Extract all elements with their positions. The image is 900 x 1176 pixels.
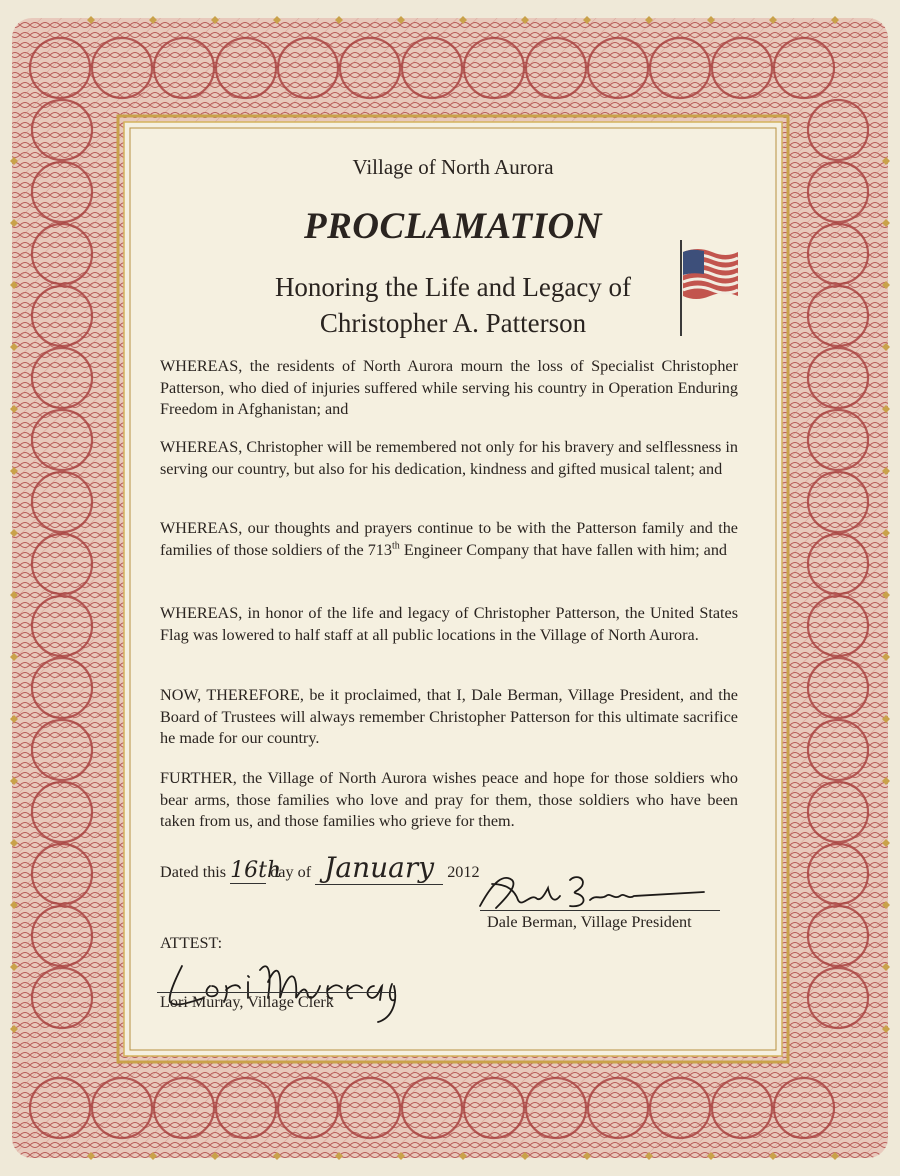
clerk-signature: [152, 952, 402, 1024]
dated-line: [160, 851, 480, 885]
president-signature: [474, 870, 714, 914]
document-title: PROCLAMATION: [304, 206, 602, 247]
subtitle-line-2: Christopher A. Patterson: [319, 308, 587, 338]
paragraph-text: WHEREAS, our thoughts and prayers continue to be with the Patterson family and the families of those soldiers of the 713: [160, 519, 738, 559]
ordinal-suffix: th: [391, 540, 400, 552]
whereas-paragraph-4: WHEREAS, in honor of the life and legacy of Christopher Patterson, the United States Flag was lowered to half staff at all public locations in the Village of North Aurora.: [160, 604, 738, 644]
dated-year: 2012: [447, 863, 480, 881]
whereas-paragraph-2: WHEREAS, Christopher will be remembered not only for his bravery and selflessness in serving our country, but also for his dedication, kindness and gifted musical talent; and: [160, 438, 738, 478]
proclamation-paragraph: NOW, THEREFORE, be it proclaimed, that I, Dale Berman, Village President, and the Board of Trustees will always remember Christopher Patterson for this ultimate sacrifice he made for our country.: [160, 686, 738, 747]
clerk-title: Lori Murray, Village Clerk: [160, 993, 334, 1011]
president-title: Dale Berman, Village President: [487, 913, 692, 931]
dated-middle: day of: [270, 863, 312, 881]
whereas-paragraph-1: WHEREAS, the residents of North Aurora mourn the loss of Specialist Christopher Patterson, who died of injuries suffered while serving his country in Operation Enduring Freedom in Afghanistan; and: [160, 357, 738, 418]
attest-label: ATTEST:: [160, 934, 223, 952]
village-name: Village of North Aurora: [352, 155, 554, 179]
paragraph-text: Engineer Company that have fallen with him; and: [399, 540, 728, 559]
handwritten-month: January: [315, 851, 443, 885]
dated-prefix: Dated this: [160, 863, 227, 881]
handwritten-day: 16th: [230, 858, 282, 883]
subtitle-line-1: Honoring the Life and Legacy of: [274, 272, 632, 302]
whereas-paragraph-3: [160, 518, 738, 561]
further-paragraph: FURTHER, the Village of North Aurora wishes peace and hope for those soldiers who bear arms, those families who love and pray for them, those soldiers who have been taken from us, and those families who grieve for them.: [160, 769, 738, 830]
signature-line: [480, 910, 720, 911]
